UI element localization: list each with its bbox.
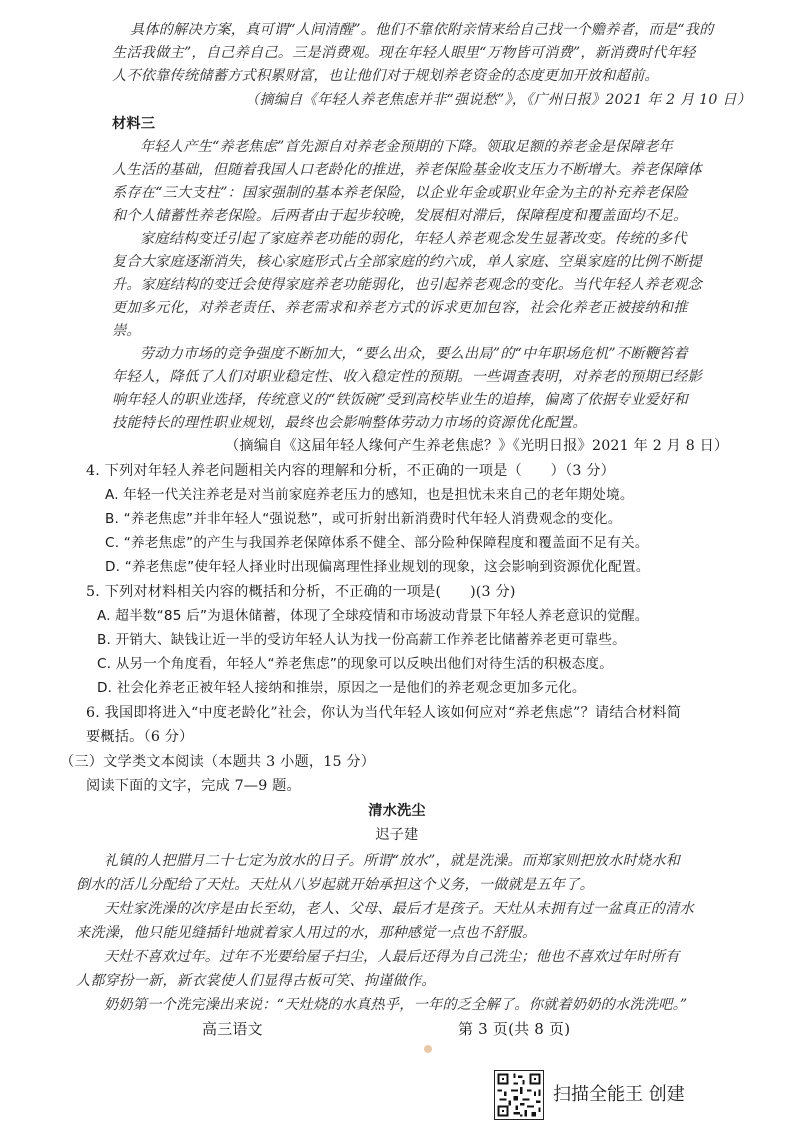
question-4-option: A. 年轻一代关注养老是对当前家庭养老压力的感知，也是担忧未来自己的老年期处境。 [105,487,634,503]
story-line: 来洗澡，他只能见缝插针地就着家人用过的水，那种感觉一点也不舒服。 [76,925,537,941]
question-6-line: 6. 我国即将进入“中度老龄化”社会，你认为当代年轻人该如何应对“养老焦虑”？请结合材料简 [86,705,682,721]
story-author: 迟子建 [375,827,419,843]
citation: （摘编自《这届年轻人缘何产生养老焦虑？》《光明日报》2021 年 2 月 8 日） [225,438,729,454]
story-line: 天灶家洗澡的次序是由长至幼，老人、父母、最后才是孩子。天灶从未拥有过一盆真正的清水 [104,901,694,917]
passage-top-line: 人不依靠传统储蓄方式积累财富，也让他们对于规划养老资金的态度更加开放和超前。 [112,68,659,84]
material-line: 技能特长的理性职业规划，最终也会影响整体劳动力市场的资源优化配置。 [112,415,587,431]
question-4-option: B. “养老焦虑”并非年轻人“强说愁”，或可折射出新消费时代年轻人消费观念的变化。 [105,511,622,527]
material-line: 升。家庭结构的变迁会使得家庭养老功能弱化，也引起养老观念的变化。当代年轻人养老观念 [112,277,702,293]
scanner-watermark: 扫描全能王 创建 [553,1084,685,1105]
question-5-option: C. 从另一个角度看，年轻人“养老焦虑”的现象可以反映出他们对待生活的积极态度。 [97,656,613,672]
scan-speck [424,1045,432,1053]
story-line: 奶奶第一个洗完澡出来说：“天灶烧的水真热乎，一年的乏全解了。你就着奶奶的水洗洗吧。” [104,997,688,1013]
passage-top-line: 具体的解决方案，真可谓“人间清醒”。他们不靠依附亲情来给自己找一个赡养者，而是“我的 [130,22,714,38]
material-heading: 材料三 [112,116,156,132]
question-5-stem: 5. 下列对材料相关内容的概括和分析，不正确的一项是( )(3 分) [86,584,516,600]
material-line: 响年轻人的职业选择，传统意义的“铁饭碗”受到高校毕业生的追捧，偏离了依据专业爱好和 [112,392,689,408]
material-line: 更加多元化，对养老责任、养老需求和养老方式的诉求更加包容，社会化养老正被接纳和推 [112,300,688,316]
material-line: 年轻人，降低了人们对职业稳定性、收入稳定性的预期。一些调查表明，对养老的预期已经影 [112,369,702,385]
material-line: 劳动力市场的竞争强度不断加大，“要么出众，要么出局”的“中年职场危机”不断鞭笞着 [140,346,688,362]
footer-page-number: 第 3 页(共 8 页) [458,1020,571,1038]
material-line: 年轻人产生“养老焦虑”首先源自对养老金预期的下降。领取足额的养老金是保障老年 [140,139,673,155]
story-line: 倒水的活儿分配给了天灶。天灶从八岁起就开始承担这个义务，一做就是五年了。 [76,877,594,893]
section-instruction: 阅读下面的文字，完成 7—9 题。 [86,778,301,794]
qr-code-icon [494,1070,544,1120]
material-line: 崇。 [112,323,141,339]
section-heading: （三）文学类文本阅读（本题共 3 小题，15 分） [60,754,376,770]
question-4-option: D. “养老焦虑”使年轻人择业时出现偏离理性择业规划的现象，这会影响到资源优化配置。 [105,559,650,575]
material-line: 系存在“三大支柱”：国家强制的基本养老保险，以企业年金或职业年金为主的补充养老保险 [112,185,689,201]
material-line: 人生活的基础，但随着我国人口老龄化的推进，养老保险基金收支压力不断增大。养老保障体 [112,162,702,178]
question-6-line: 要概括。（6 分） [86,729,194,745]
citation: （摘编自《年轻人养老焦虑并非“强说愁”》，《广州日报》2021 年 2 月 10 日） [245,92,752,108]
question-5-option: D. 社会化养老正被年轻人接纳和推崇，原因之一是他们的养老观念更加多元化。 [97,680,586,696]
material-line: 复合大家庭逐渐消失，核心家庭形式占全部家庭的约六成，单人家庭、空巢家庭的比例不断提 [112,254,702,270]
material-line: 家庭结构变迁引起了家庭养老功能的弱化，年轻人养老观念发生显著改变。传统的多代 [140,231,687,247]
story-line: 礼镇的人把腊月二十七定为放水的日子。所谓“放水”，就是洗澡。而郑家则把放水时烧水和 [104,853,681,869]
question-5-option: B. 开销大、缺钱让近一半的受访年轻人认为找一份高薪工作养老比储蓄养老更可靠些。 [97,632,626,648]
material-line: 和个人储蓄性养老保险。后两者由于起步较晚，发展相对滞后，保障程度和覆盖面均不足。 [112,208,688,224]
passage-top-line: 生活我做主”，自己养自己。三是消费观。现在年轻人眼里“万物皆可消费”，新消费时代年轻 [112,45,696,61]
story-line: 天灶不喜欢过年。过年不光要给屋子扫尘，人最后还得为自己洗尘；他也不喜欢过年时所有 [104,949,680,965]
story-line: 人都穿扮一新，新衣裳使人们显得古板可笑、拘谨做作。 [76,973,436,989]
question-4-option: C. “养老焦虑”的产生与我国养老保障体系不健全、部分险种保障程度和覆盖面不足有关。 [105,535,649,551]
story-title: 清水洗尘 [368,803,426,819]
question-5-option: A. 超半数“85 后”为退休储蓄，体现了全球疫情和市场波动背景下年轻人养老意识的觉醒。 [97,608,649,624]
footer-subject: 高三语文 [202,1020,263,1038]
question-4-stem: 4. 下列对年轻人养老问题相关内容的理解和分析，不正确的一项是（ ）（3 分） [86,463,616,479]
